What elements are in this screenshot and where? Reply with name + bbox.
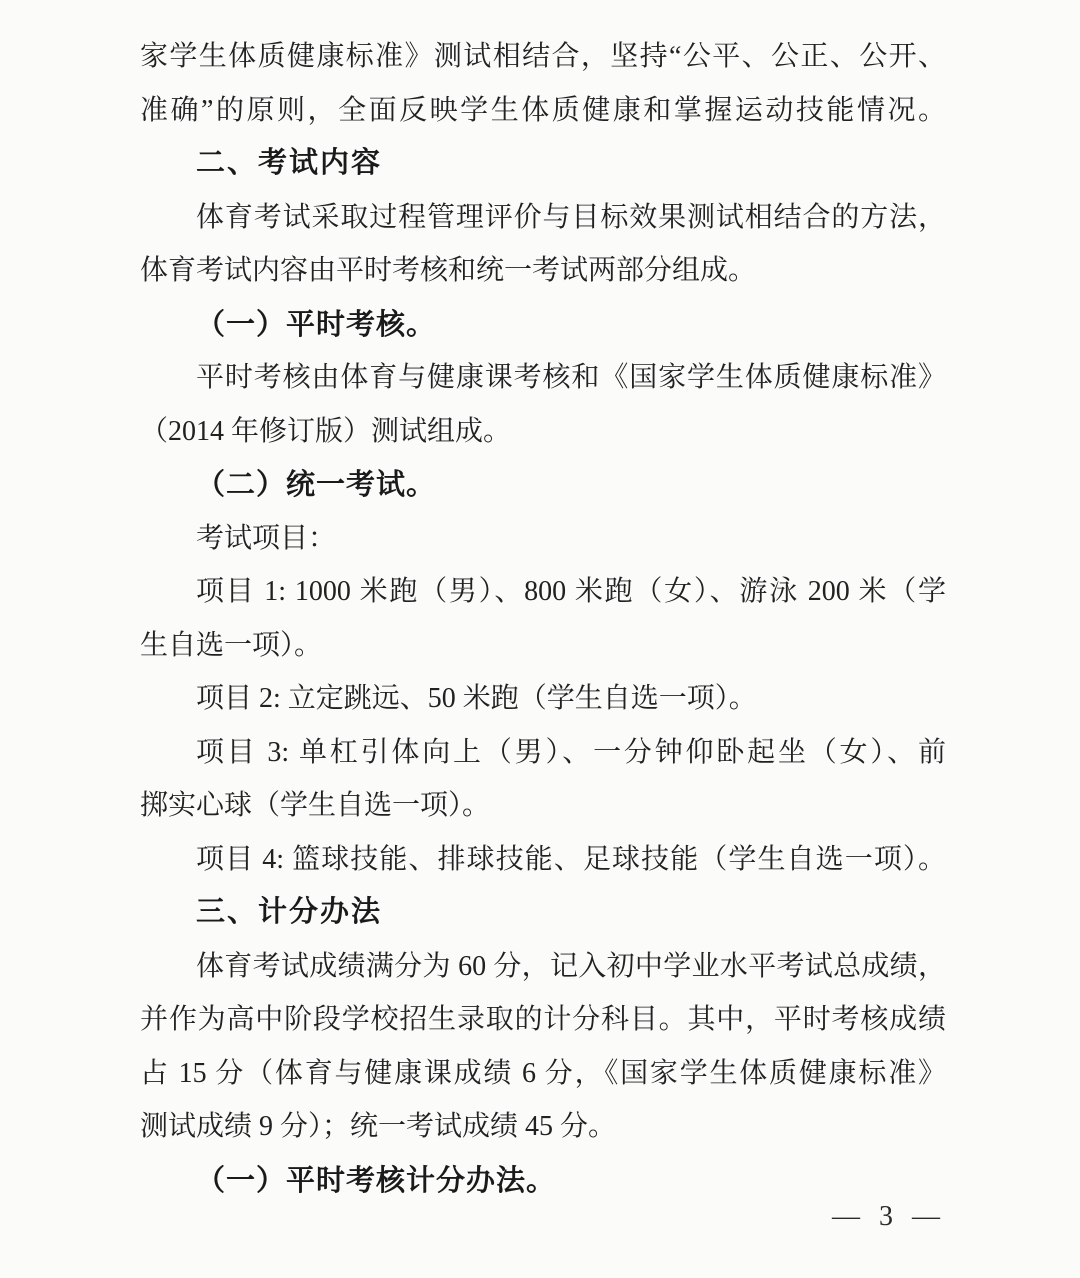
text-line: 三、计分办法 — [196, 896, 383, 928]
text-line: 掷实心球（学生自选一项）。 — [140, 790, 491, 821]
text-line: 项目 4: 篮球技能、排球技能、足球技能（学生自选一项）。 — [196, 843, 946, 875]
text-line: 项目 3: 单杠引体向上（男）、一分钟仰卧起坐（女）、前 — [196, 736, 946, 768]
text-line: 项目 2: 立定跳远、50 米跑（学生自选一项）。 — [196, 683, 757, 714]
text-line: 体育考试内容由平时考核和统一考试两部分组成。 — [140, 255, 757, 286]
page-number: — 3 — — [832, 1201, 946, 1232]
text-line: 体育考试采取过程管理评价与目标效果测试相结合的方法， — [196, 201, 946, 233]
text-line: 并作为高中阶段学校招生录取的计分科目。其中，平时考核成绩 — [140, 1004, 946, 1035]
text-line: 体育考试成绩满分为 60 分，记入初中学业水平考试总成绩， — [196, 950, 946, 982]
text-line: 二、考试内容 — [196, 147, 383, 179]
text-line: 考试项目： — [196, 522, 337, 554]
text-line: （一）平时考核计分办法。 — [196, 1162, 557, 1197]
text-line: （二）统一考试。 — [196, 467, 437, 501]
document-lines — [140, 30, 946, 1207]
text-line: 生自选一项）。 — [140, 629, 323, 661]
text-line: 家学生体质健康标准》测试相结合，坚持“公平、公正、公开、 — [140, 41, 946, 72]
text-line: 占 15 分（体育与健康课成绩 6 分，《国家学生体质健康标准》 — [140, 1057, 946, 1089]
text-line: 准确”的原则，全面反映学生体质健康和掌握运动技能情况。 — [140, 94, 946, 126]
text-line: 项目 1: 1000 米跑（男）、800 米跑（女）、游泳 200 米（学 — [196, 576, 946, 607]
text-line: 平时考核由体育与健康课考核和《国家学生体质健康标准》 — [196, 362, 946, 393]
text-line: 测试成绩 9 分）；统一考试成绩 45 分。 — [140, 1111, 617, 1142]
text-line: （2014 年修订版）测试组成。 — [140, 415, 512, 447]
text-line: （一）平时考核。 — [196, 306, 437, 341]
